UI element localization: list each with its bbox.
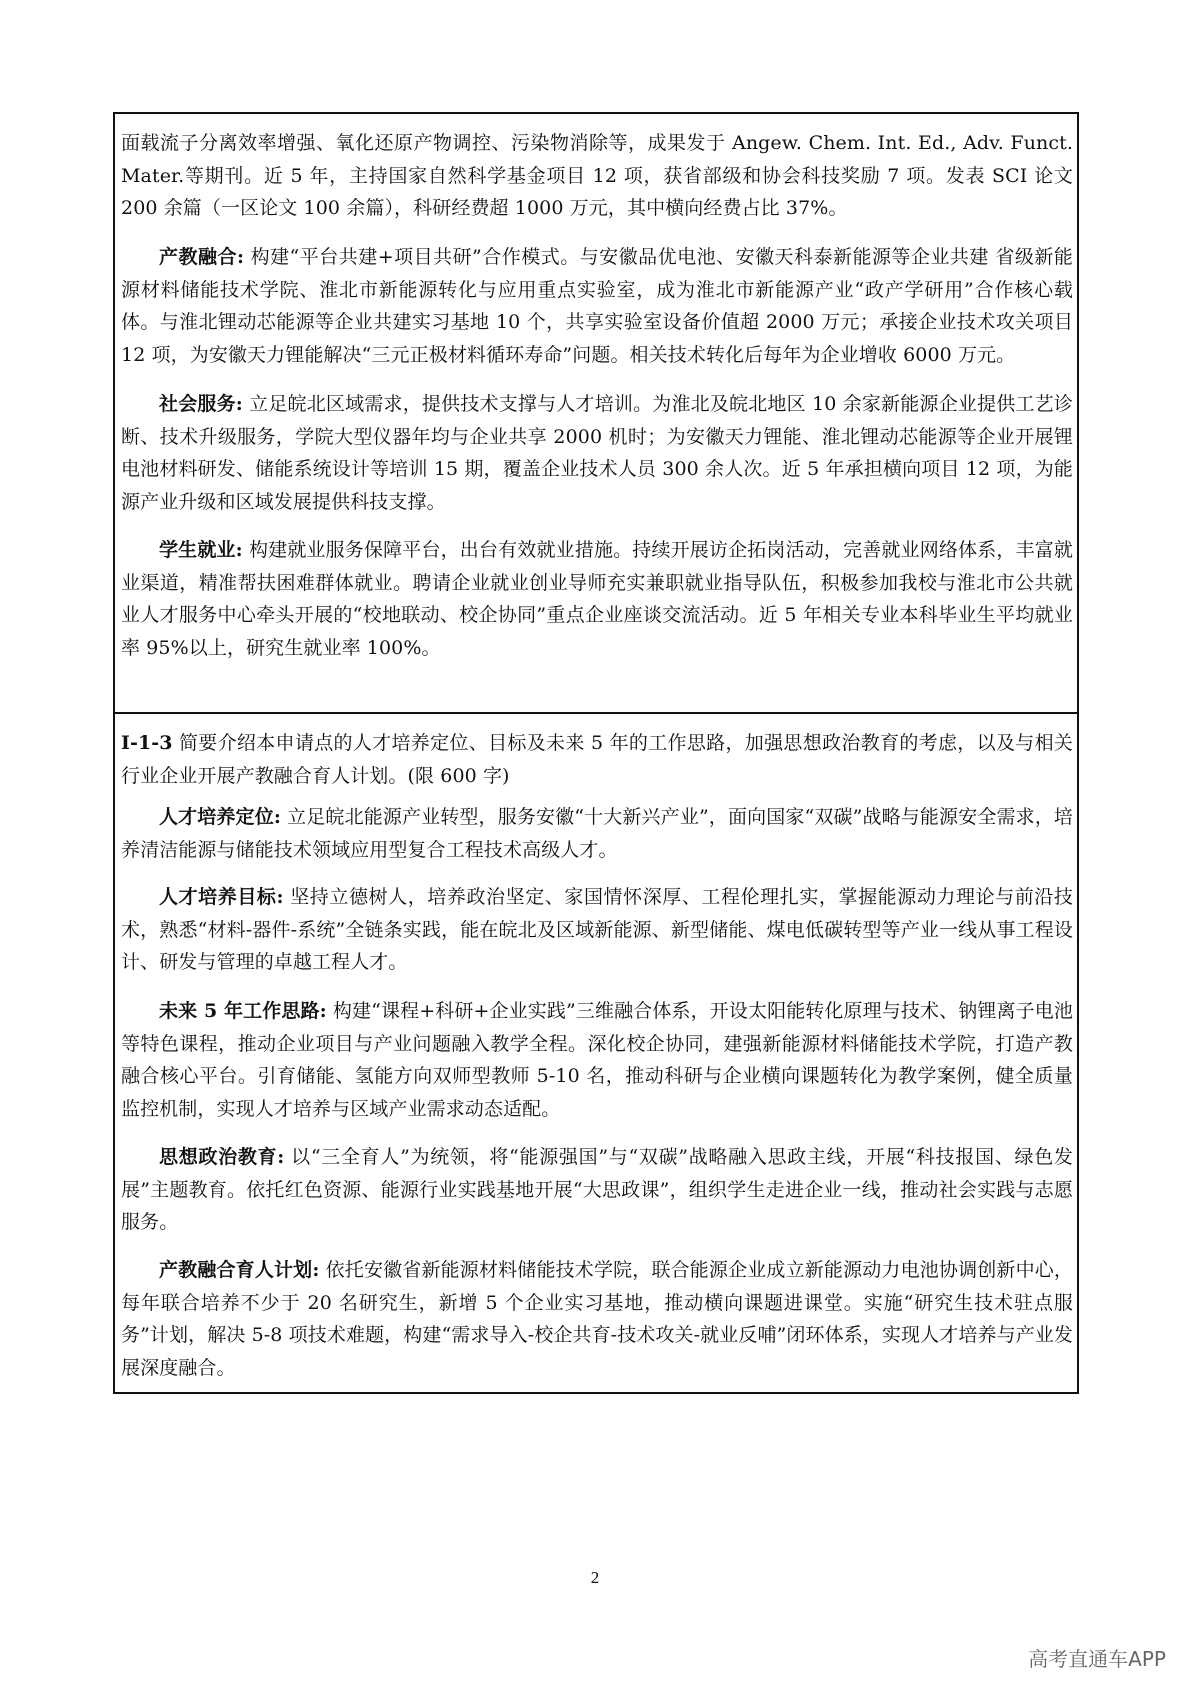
paragraph-ideological-education — [121, 1141, 1073, 1239]
watermark-text: 高考直通车APP — [1028, 1647, 1166, 1671]
paragraph-lead: 产教融合: — [159, 246, 245, 268]
paragraph-text: 以“三全育人”为统领，将“能源强国”与“双碳”战略融入思政主线，开展“科技报国、绿色发展”主题教育。依托红色资源、能源行业实践基地开展“大思政课”，组织学生走进企业一线，推动社会实践与志愿服务。 — [121, 1146, 1073, 1233]
paragraph-industry-education — [121, 241, 1073, 371]
table-cell-i-1-3 — [113, 712, 1079, 1394]
paragraph-lead: 学生就业: — [159, 539, 243, 561]
paragraph-text: 立足皖北区域需求，提供技术支撑与人才培训。为淮北及皖北地区 10 余家新能源企业提供工艺诊断、技术升级服务，学院大型仪器年均与企业共享 2000 机时；为安徽天力锂能、淮北锂动芯能源等企业开展锂电池材料研发、储能系统设计等培训 15 期，覆盖企业技术人员 300 余人次。近 5 年承担横向项目 12 项，为能源产业升级和区域发展提供科技支撑。 — [121, 393, 1073, 513]
paragraph-text: 依托安徽省新能源材料储能技术学院，联合能源企业成立新能源动力电池协调创新中心，每年联合培养不少于 20 名研究生，新增 5 个企业实习基地，推动横向课题进课堂。实施“研究生技术驻点服务”计划，解决 5-8 项技术难题，构建“需求导入-校企共育-技术攻关-就业反哺”闭环体系，实现人才培养与产业发展深度融合。 — [121, 1259, 1073, 1379]
paragraph-lead: 人才培养定位: — [159, 806, 281, 828]
section-code: I-1-3 — [121, 732, 173, 754]
paragraph-lead: 人才培养目标: — [159, 886, 284, 908]
paragraph-research-continued — [121, 127, 1073, 225]
section-heading-text: 简要介绍本申请点的人才培养定位、目标及未来 5 年的工作思路，加强思想政治教育的考虑，以及与相关行业企业开展产教融合育人计划。(限 600 字) — [121, 732, 1073, 787]
paragraph-lead: 社会服务: — [159, 393, 243, 415]
paragraph-text: 坚持立德树人，培养政治坚定、家国情怀深厚、工程伦理扎实，掌握能源动力理论与前沿技术，熟悉“材料-器件-系统”全链条实践，能在皖北及区域新能源、新型储能、煤电低碳转型等产业一线从事工程设计、研发与管理的卓越工程人才。 — [121, 886, 1073, 973]
paragraph-lead: 未来 5 年工作思路: — [159, 1000, 327, 1022]
section-heading — [121, 727, 1073, 792]
paragraph-talent-goal — [121, 881, 1073, 979]
paragraph-text: 构建就业服务保障平台，出台有效就业措施。持续开展访企拓岗活动，完善就业网络体系，丰富就业渠道，精准帮扶困难群体就业。聘请企业就业创业导师充实兼职就业指导队伍，积极参加我校与淮北市公共就业人才服务中心牵头开展的“校地联动、校企协同”重点企业座谈交流活动。近 5 年相关专业本科毕业生平均就业率 95%以上，研究生就业率 100%。 — [121, 539, 1073, 659]
paragraph-text: 面载流子分离效率增强、氧化还原产物调控、污染物消除等，成果发于 Angew. Chem. Int. Ed., Adv. Funct. Mater.等期刊。近 5 年，主持国家自然科学基金项目 12 项，获省部级和协会科技奖励 7 项。发表 SCI 论文 200 余篇（一区论文 100 余篇），科研经费超 1000 万元，其中横向经费占比 37%。 — [121, 132, 1073, 219]
table-cell-continued — [113, 112, 1079, 712]
paragraph-text: 构建“平台共建+项目共研”合作模式。与安徽品优电池、安徽天科泰新能源等企业共建 省级新能源材料储能技术学院、淮北市新能源转化与应用重点实验室，成为淮北市新能源产业“政产学研用”合作核心载体。与淮北锂动芯能源等企业共建实习基地 10 个，共享实验室设备价值超 2000 万元；承接企业技术攻关项目 12 项，为安徽天力锂能解决“三元正极材料循环寿命”问题。相关技术转化后每年为企业增收 6000 万元。 — [121, 246, 1073, 366]
page-number: 2 — [590, 1568, 600, 1587]
paragraph-lead: 产教融合育人计划: — [159, 1259, 320, 1281]
paragraph-talent-positioning — [121, 801, 1073, 866]
paragraph-text: 构建“课程+科研+企业实践”三维融合体系，开设太阳能转化原理与技术、钠锂离子电池等特色课程，推动企业项目与产业问题融入教学全程。深化校企协同，建强新能源材料储能技术学院，打造产教融合核心平台。引育储能、氢能方向双师型教师 5-10 名，推动科研与企业横向课题转化为教学案例，健全质量监控机制，实现人才培养与区域产业需求动态适配。 — [121, 1000, 1073, 1120]
paragraph-lead: 思想政治教育: — [159, 1146, 285, 1168]
paragraph-text: 立足皖北能源产业转型，服务安徽“十大新兴产业”，面向国家“双碳”战略与能源安全需求，培养清洁能源与储能技术领域应用型复合工程技术高级人才。 — [121, 806, 1074, 861]
paragraph-industry-education-plan — [121, 1254, 1073, 1384]
paragraph-five-year-plan — [121, 995, 1073, 1125]
paragraph-employment — [121, 534, 1073, 664]
paragraph-social-service — [121, 388, 1073, 518]
